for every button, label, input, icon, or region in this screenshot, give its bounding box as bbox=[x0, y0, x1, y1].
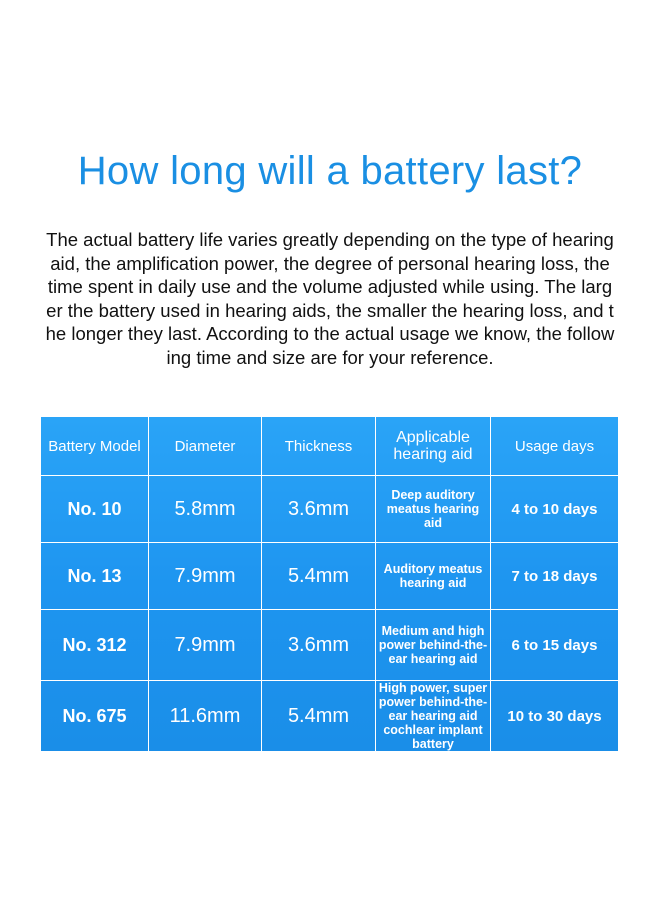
intro-line: time spent in daily use and the volume adjusted while using. The larg bbox=[47, 276, 613, 297]
cell-thickness: 3.6mm bbox=[262, 610, 376, 681]
cell-battery-model: No. 10 bbox=[41, 476, 149, 543]
intro-line: er the battery used in hearing aids, the smaller the hearing loss, and t bbox=[46, 299, 614, 321]
intro-line: he longer they last. According to the actual usage we know, the follow bbox=[45, 323, 615, 344]
battery-table bbox=[40, 416, 619, 752]
table-row bbox=[41, 610, 619, 681]
cell-usage-days: 7 to 18 days bbox=[491, 543, 619, 610]
cell-diameter: 7.9mm bbox=[149, 610, 262, 681]
intro-line: ing time and size are for your reference. bbox=[166, 346, 494, 368]
cell-battery-model: No. 675 bbox=[41, 681, 149, 752]
cell-battery-model: No. 13 bbox=[41, 543, 149, 610]
cell-applicable-hearing-aid: High power, super power behind-the-ear hearing aid cochlear implant battery bbox=[376, 681, 491, 752]
intro-line: aid, the amplification power, the degree of personal hearing loss, the bbox=[50, 252, 610, 274]
cell-usage-days: 4 to 10 days bbox=[491, 476, 619, 543]
intro-line: The actual battery life varies greatly depending on the type of hearing bbox=[46, 229, 614, 250]
cell-diameter: 11.6mm bbox=[149, 681, 262, 752]
cell-thickness: 3.6mm bbox=[262, 476, 376, 543]
header-applicable-hearing-aid: Applicable hearing aid bbox=[376, 417, 491, 476]
table-row bbox=[41, 476, 619, 543]
header-usage-days: Usage days bbox=[491, 417, 619, 476]
cell-usage-days: 10 to 30 days bbox=[491, 681, 619, 752]
table-row bbox=[41, 681, 619, 752]
table-row bbox=[41, 543, 619, 610]
cell-diameter: 5.8mm bbox=[149, 476, 262, 543]
cell-thickness: 5.4mm bbox=[262, 543, 376, 610]
header-battery-model: Battery Model bbox=[41, 417, 149, 476]
cell-usage-days: 6 to 15 days bbox=[491, 610, 619, 681]
cell-applicable-hearing-aid: Medium and high power behind-the-ear hearing aid bbox=[376, 610, 491, 681]
cell-applicable-hearing-aid: Deep auditory meatus hearing aid bbox=[376, 476, 491, 543]
header-thickness: Thickness bbox=[262, 417, 376, 476]
cell-battery-model: No. 312 bbox=[41, 610, 149, 681]
cell-thickness: 5.4mm bbox=[262, 681, 376, 752]
header-diameter: Diameter bbox=[149, 417, 262, 476]
table-header-row bbox=[41, 417, 619, 476]
cell-diameter: 7.9mm bbox=[149, 543, 262, 610]
intro-paragraph bbox=[14, 228, 646, 369]
cell-applicable-hearing-aid: Auditory meatus hearing aid bbox=[376, 543, 491, 610]
page-title: How long will a battery last? bbox=[77, 149, 583, 193]
